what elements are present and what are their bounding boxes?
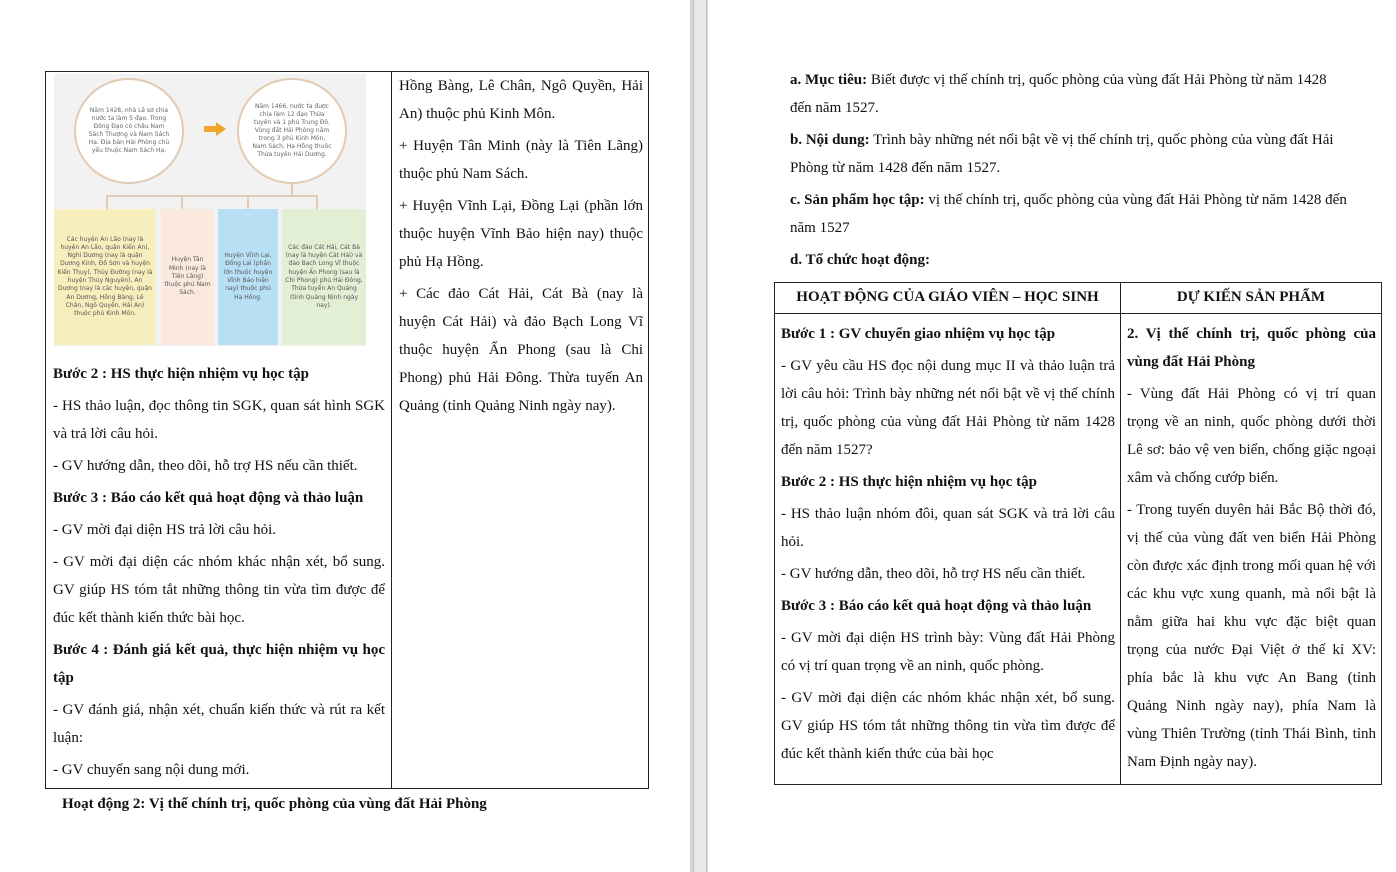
step2-text: - GV hướng dẫn, theo dõi, hỗ trợ HS nếu cần thiết.	[781, 566, 1086, 582]
product-text: + Các đảo Cát Hải, Cát Bà (nay là huyện Cát Hải) và đảo Bạch Long Vĩ thuộc huyện Ẩn Phong (sau là Chi Phong) phủ Hải Đông. Thừa tuyến An Quảng (tỉnh Quảng Ninh ngày nay).	[399, 286, 643, 414]
right-page	[708, 0, 1396, 872]
left-page	[0, 0, 690, 872]
left-table-col-activity	[46, 72, 392, 788]
history-diagram	[54, 74, 366, 346]
page-gutter	[690, 0, 708, 872]
diagram-circle-1428: Năm 1428, nhà Lê sơ chia nước ta làm 5 đạo. Trong Đông Đạo có châu Nam Sách Thượng và Nam Sách Hạ. Địa bàn Hải Phòng chủ yếu thuộc Nam Sách Hạ.	[74, 78, 184, 184]
step2-text: - HS thảo luận, đọc thông tin SGK, quan sát hình SGK và trả lời câu hỏi.	[53, 398, 385, 442]
step2-title: Bước 2 : HS thực hiện nhiệm vụ học tập	[781, 474, 1037, 490]
left-table-col-product	[392, 72, 648, 788]
objective-a: a. Mục tiêu: Biết được vị thế chính trị, quốc phòng của vùng đất Hải Phòng từ năm 1428 đến năm 1527.	[790, 72, 1327, 116]
step1-text: - GV yêu cầu HS đọc nội dung mục II và thảo luận trả lời câu hỏi: Trình bày những nét nổi bật về vị thế chính trị, quốc phòng của vùng đất Hải Phòng từ năm 1428 đến năm 1527?	[781, 358, 1115, 458]
product-text: + Huyện Vĩnh Lại, Đồng Lại (phần lớn thuộc huyện Vĩnh Bảo hiện nay) thuộc phủ Hạ Hồng.	[399, 198, 643, 270]
step3-title: Bước 3 : Báo cáo kết quả hoạt động và thảo luận	[53, 490, 364, 506]
header-teacher-student: HOẠT ĐỘNG CỦA GIÁO VIÊN – HỌC SINH	[775, 283, 1121, 314]
product-text: + Huyện Tân Minh (này là Tiên Lãng) thuộc phủ Nam Sách.	[399, 138, 643, 182]
step3-text: - GV mời đại diện HS trả lời câu hỏi.	[53, 522, 277, 538]
objective-b: b. Nội dung: Trình bày những nét nổi bật về vị thế chính trị, quốc phòng của vùng đất Hải Phòng từ năm 1428 đến năm 1527.	[790, 132, 1334, 176]
activity-table	[774, 282, 1382, 785]
step3-text: - GV mời đại diện HS trình bày: Vùng đất Hải Phòng có vị trí quan trọng về an ninh, quốc phòng.	[781, 630, 1115, 674]
step3-text: - GV mời đại diện các nhóm khác nhận xét, bổ sung. GV giúp HS tóm tắt những thông tin vừa tìm được để đúc kết thành kiến thức bài học.	[53, 554, 385, 626]
step2-text: - GV hướng dẫn, theo dõi, hỗ trợ HS nếu cần thiết.	[53, 458, 358, 474]
left-activity-steps	[53, 360, 385, 788]
arrow-right-icon	[204, 122, 226, 136]
connector-line	[181, 195, 183, 209]
diagram-box-nam-sach: Huyện Tân Minh (nay là Tiên Lãng) thuộc phủ Nam Sách.	[161, 209, 214, 345]
activity-2-heading: Hoạt động 2: Vị thế chính trị, quốc phòng của vùng đất Hải Phòng	[62, 796, 487, 812]
left-table	[45, 71, 649, 789]
step4-text: - GV chuyển sang nội dung mới.	[53, 762, 250, 778]
step3-text: - GV mời đại diện các nhóm khác nhận xét, bổ sung. GV giúp HS tóm tắt những thông tin vừa tìm được để đúc kết thành kiến thức của bài học	[781, 690, 1115, 762]
teacher-student-cell	[775, 314, 1121, 785]
step3-title: Bước 3 : Báo cáo kết quả hoạt động và thảo luận	[781, 598, 1092, 614]
expected-product-cell	[1121, 314, 1382, 785]
step4-text: - GV đánh giá, nhận xét, chuẩn kiến thức và rút ra kết luận:	[53, 702, 385, 746]
step1-title: Bước 1 : GV chuyển giao nhiệm vụ học tập	[781, 326, 1056, 342]
product-text: - Trong tuyến duyên hải Bắc Bộ thời đó, vị thế của vùng đất ven biển Hải Phòng còn được xác định trong mối quan hệ với các khu vực xung quanh, mà nổi bật là nằm giữa hai khu vực đặc biệt quan trọng của nước Đại Việt ở thế kỉ XV: phía bắc là khu vực An Bang (tỉnh Quảng Ninh ngày nay), phía Nam là vùng Thiên Trường (tỉnh Thái Bình, tỉnh Nam Định ngày nay).	[1127, 502, 1376, 770]
objective-d: d. Tổ chức hoạt động:	[790, 252, 931, 268]
vertical-scrollbar[interactable]	[693, 0, 707, 872]
step4-title: Bước 4 : Đánh giá kết quả, thực hiện nhiệm vụ học tập	[53, 642, 385, 686]
connector-line	[316, 195, 318, 209]
step2-text: - HS thảo luận nhóm đôi, quan sát SGK và trả lời câu hỏi.	[781, 506, 1115, 550]
diagram-box-kinh-mon: Các huyện An Lão (nay là huyện An Lão, quận Kiến An), Nghi Dương (nay là quận Dương Kinh, Đồ Sơn và huyện Kiến Thụy), Thủy Đường (nay là huyện Thủy Nguyên), An Dương (nay là các huyện, quận An Dương, Hồng Bàng, Lê Chân, Ngô Quyền, Hải An) thuộc phủ Kinh Môn.	[54, 209, 156, 345]
activity-objectives	[790, 66, 1350, 278]
step2-title: Bước 2 : HS thực hiện nhiệm vụ học tập	[53, 366, 309, 382]
product-text: Hồng Bàng, Lê Chân, Ngô Quyền, Hải An) thuộc phủ Kinh Môn.	[399, 78, 643, 122]
diagram-box-hai-dong: Các đảo Cát Hải, Cát Bà (nay là huyện Cát Hải) và đảo Bạch Long Vĩ thuộc huyện Ẩn Phong (sau là Chi Phong) phủ Hải Đông, Thừa tuyến An Quảng (tỉnh Quảng Ninh ngày nay).	[282, 209, 366, 345]
diagram-box-ha-hong: Huyện Vĩnh Lại, Đồng Lại (phần lớn thuộc huyện Vĩnh Bảo hiện nay) thuộc phủ Hạ Hồng.	[218, 209, 278, 345]
product-text: - Vùng đất Hải Phòng có vị trí quan trọng về an ninh, quốc phòng dưới thời Lê sơ: bảo vệ ven biển, chống giặc ngoại xâm và chống cướp biển.	[1127, 386, 1376, 486]
connector-line	[106, 195, 317, 197]
connector-line	[106, 195, 108, 209]
product-title: 2. Vị thế chính trị, quốc phòng của vùng đất Hải Phòng	[1127, 326, 1376, 370]
connector-line	[247, 195, 249, 209]
objective-c: c. Sản phẩm học tập: vị thế chính trị, quốc phòng của vùng đất Hải Phòng từ năm 1428 đến năm 1527	[790, 192, 1347, 236]
table-row	[775, 314, 1382, 785]
diagram-circle-1466: Năm 1466, nước ta được chia làm 12 đạo Thừa tuyên và 1 phủ Trung Đô. Vùng đất Hải Phòng nằm trong 3 phủ Kinh Môn, Nam Sách, Hạ Hồng thuộc Thừa tuyên Hải Dương.	[237, 78, 347, 184]
header-expected-product: DỰ KIẾN SẢN PHẨM	[1121, 283, 1382, 314]
table-header-row	[775, 283, 1382, 314]
